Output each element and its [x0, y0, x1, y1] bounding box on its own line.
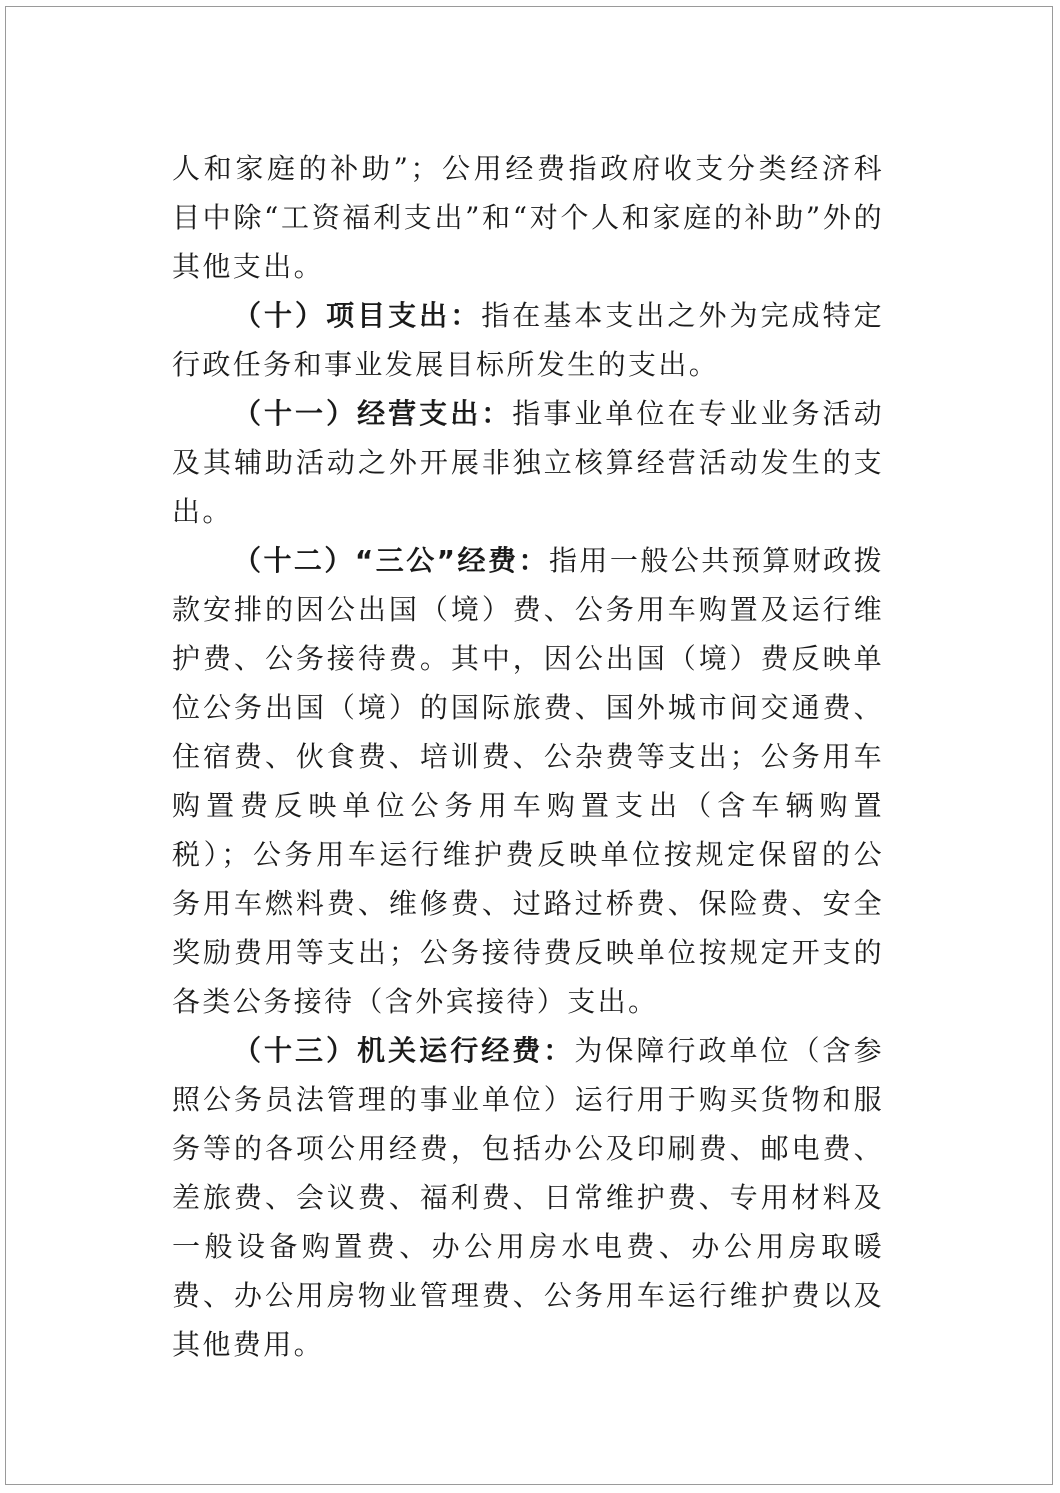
- paragraph-operating-expenditure: [172, 389, 884, 536]
- page: [5, 6, 1053, 1485]
- term-heading: （十一）经营支出：: [233, 397, 513, 430]
- paragraph-text: 指用一般公共预算财政拨款安排的因公出国（境）费、公务用车购置及运行维护费、公务接待费。其中，因公出国（境）费反映单位公务出国（境）的国际旅费、国外城市间交通费、住宿费、伙食费、培训费、公杂费等支出；公务用车购置费反映单位公务用车购置支出（含车辆购置税）；公务用车运行维护费反映单位按规定保留的公务用车燃料费、维修费、过路过桥费、保险费、安全奖励费用等支出；公务接待费反映单位按规定开支的各类公务接待（含外宾接待）支出。: [172, 544, 884, 1018]
- paragraph-continuation: [172, 144, 884, 291]
- paragraph-three-public-expenses: [172, 536, 884, 1026]
- term-heading: （十三）机关运行经费：: [233, 1034, 575, 1067]
- paragraph-text: 为保障行政单位（含参照公务员法管理的事业单位）运行用于购买货物和服务等的各项公用经费，包括办公及印刷费、邮电费、差旅费、会议费、福利费、日常维护费、专用材料及一般设备购置费、办公用房水电费、办公用房取暖费、办公用房物业管理费、公务用车运行维护费以及其他费用。: [172, 1034, 884, 1361]
- term-heading: （十）项目支出：: [233, 299, 482, 332]
- document-body: [172, 144, 884, 1369]
- paragraph-text: 指在基本支出之外为完成特定行政任务和事业发展目标所发生的支出。: [172, 299, 885, 381]
- paragraph-text: 人和家庭的补助”；公用经费指政府收支分类经济科目中除“工资福利支出”和“对个人和家庭的补助”外的其他支出。: [172, 152, 884, 283]
- paragraph-agency-operating-funds: [172, 1026, 884, 1369]
- paragraph-project-expenditure: [172, 291, 884, 389]
- paragraph-text: 指事业单位在专业业务活动及其辅助活动之外开展非独立核算经营活动发生的支出。: [172, 397, 884, 528]
- term-heading: （十二）“三公”经费：: [233, 544, 549, 577]
